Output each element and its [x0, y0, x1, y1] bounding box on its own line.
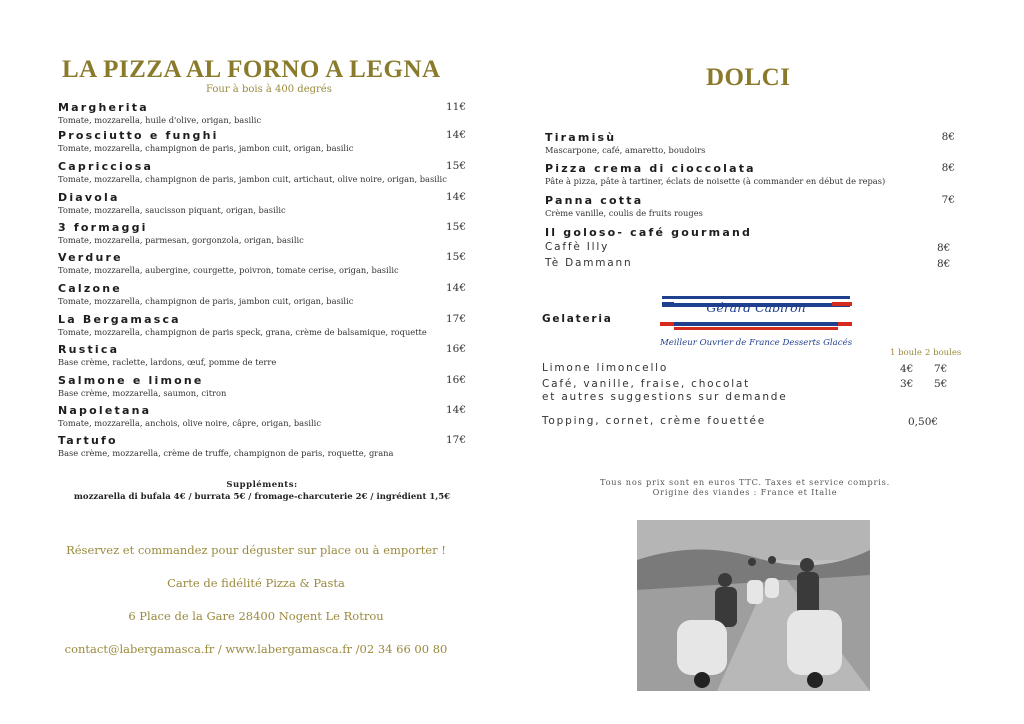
- gelato-row-limone: Limone limoncello: [542, 362, 669, 374]
- pizza-desc: Tomate, mozzarella, aubergine, courgette, poivron, tomate cerise, origan, basilic: [58, 265, 399, 275]
- dolci-item: [545, 162, 955, 187]
- pizza-title: LA PIZZA AL FORNO A LEGNA: [62, 56, 441, 83]
- pizza-price: 17€: [445, 313, 466, 325]
- pizza-price: 15€: [445, 160, 466, 172]
- pizza-item: [58, 221, 466, 246]
- pizza-desc: Tomate, mozzarella, champignon de paris, jambon cuit, origan, basilic: [58, 143, 354, 153]
- pizza-name: 3 formaggi: [58, 221, 148, 234]
- pizza-price: 14€: [445, 282, 466, 294]
- pizza-price: 14€: [445, 129, 466, 141]
- dolci-name: Pizza crema di cioccolata: [545, 162, 756, 175]
- gelato-limone-p1: 4€: [900, 363, 914, 375]
- pizza-item: [58, 434, 466, 459]
- pizza-item: [58, 129, 466, 154]
- goloso-item-caffe: Caffè Illy: [545, 241, 610, 253]
- pizza-desc: Tomate, mozzarella, champignon de paris, jambon cuit, artichaut, olive noire, origan, basilic: [58, 174, 447, 184]
- gelato-row-cafe: Café, vanille, fraise, chocolat: [542, 378, 751, 390]
- footer-reserve: Réservez et commandez pour déguster sur place ou à emporter !: [66, 543, 446, 557]
- footer-loyalty: Carte de fidélité Pizza & Pasta: [167, 576, 345, 590]
- dolci-item: [545, 131, 955, 156]
- vintage-scooter-photo: [637, 520, 870, 691]
- pizza-name: Verdure: [58, 251, 123, 264]
- dolci-name: Tiramisù: [545, 131, 617, 144]
- pizza-desc: Tomate, mozzarella, huile d'olive, origan, basilic: [58, 115, 262, 125]
- pizza-name: Napoletana: [58, 404, 152, 417]
- note-prices: Tous nos prix sont en euros TTC. Taxes et service compris.: [599, 477, 891, 487]
- dolci-title: DOLCI: [706, 64, 791, 91]
- pizza-desc: Base crème, mozzarella, saumon, citron: [58, 388, 227, 398]
- pizza-price: 11€: [445, 101, 466, 113]
- pizza-name: Salmone e limone: [58, 374, 204, 387]
- pizza-desc: Tomate, mozzarella, champignon de paris speck, grana, crème de balsamique, roquette: [58, 327, 427, 337]
- pizza-price: 15€: [445, 251, 466, 263]
- col-2-boules: 2 boules: [925, 348, 962, 358]
- gelateria-title: Gelateria: [542, 313, 613, 325]
- footer-contact: contact@labergamasca.fr / www.labergamasca.fr /02 34 66 00 80: [64, 642, 448, 656]
- goloso-price-te: 8€: [937, 258, 951, 270]
- goloso-price-caffe: 8€: [937, 242, 951, 254]
- pizza-name: Capricciosa: [58, 160, 154, 173]
- goloso-item-te: Tè Dammann: [545, 257, 633, 269]
- pizza-item: [58, 191, 466, 216]
- pizza-price: 16€: [445, 343, 466, 355]
- pizza-item: [58, 313, 466, 338]
- dolci-desc: Mascarpone, café, amaretto, boudoirs: [545, 145, 706, 155]
- supplements-text: mozzarella di bufala 4€ / burrata 5€ / fromage-charcuterie 2€ / ingrédient 1,5€: [73, 492, 451, 502]
- dolci-desc: Pâte à pizza, pâte à tartiner, éclats de noisette (à commander en début de repas): [545, 176, 886, 186]
- dolci-price: 8€: [941, 162, 955, 174]
- pizza-name: Tartufo: [58, 434, 118, 447]
- pizza-subtitle: Four à bois à 400 degrés: [206, 84, 332, 95]
- dolci-name: Panna cotta: [545, 194, 644, 207]
- dolci-price: 8€: [941, 131, 955, 143]
- pizza-item: [58, 251, 466, 276]
- pizza-price: 17€: [445, 434, 466, 446]
- logo-tagline: Meilleur Ouvrier de France Desserts Glacés: [660, 338, 853, 348]
- dolci-price: 7€: [941, 194, 955, 206]
- pizza-desc: Base crème, raclette, lardons, œuf, pomme de terre: [58, 357, 277, 367]
- pizza-name: Rustica: [58, 343, 120, 356]
- pizza-desc: Tomate, mozzarella, champignon de paris, jambon cuit, origan, basilic: [58, 296, 354, 306]
- note-origin: Origine des viandes : France et Italie: [652, 487, 838, 497]
- gelato-extra: et autres suggestions sur demande: [542, 391, 788, 403]
- pizza-item: [58, 160, 466, 185]
- pizza-price: 14€: [445, 191, 466, 203]
- pizza-name: Diavola: [58, 191, 120, 204]
- logo-name: Gérard Cabiron: [706, 300, 806, 315]
- pizza-item: [58, 374, 466, 399]
- pizza-name: Margherita: [58, 101, 149, 114]
- pizza-desc: Base crème, mozzarella, crème de truffe, champignon de paris, roquette, grana: [58, 448, 394, 458]
- pizza-name: Calzone: [58, 282, 122, 295]
- pizza-price: 14€: [445, 404, 466, 416]
- pizza-desc: Tomate, mozzarella, anchois, olive noire, câpre, origan, basilic: [58, 418, 321, 428]
- topping-label: Topping, cornet, crème fouettée: [542, 415, 767, 427]
- pizza-price: 16€: [445, 374, 466, 386]
- gelato-limone-p2: 7€: [934, 363, 948, 375]
- pizza-desc: Tomate, mozzarella, parmesan, gorgonzola, origan, basilic: [58, 235, 304, 245]
- pizza-price: 15€: [445, 221, 466, 233]
- pizza-item: [58, 404, 466, 429]
- supplements-title: Suppléments:: [226, 480, 298, 490]
- pizza-item: [58, 101, 466, 126]
- pizza-name: La Bergamasca: [58, 313, 181, 326]
- goloso-title: Il goloso- café gourmand: [545, 226, 753, 239]
- footer-address: 6 Place de la Gare 28400 Nogent Le Rotrou: [128, 609, 384, 623]
- col-1-boule: 1 boule: [890, 348, 922, 358]
- pizza-item: [58, 282, 466, 307]
- goloso-section: [545, 226, 955, 240]
- gelato-cafe-p2: 5€: [934, 378, 948, 390]
- dolci-item: [545, 194, 955, 219]
- pizza-desc: Tomate, mozzarella, saucisson piquant, origan, basilic: [58, 205, 286, 215]
- pizza-item: [58, 343, 466, 368]
- pizza-name: Prosciutto e funghi: [58, 129, 219, 142]
- dolci-desc: Crème vanille, coulis de fruits rouges: [545, 208, 703, 218]
- topping-price: 0,50€: [908, 416, 939, 428]
- gelato-cafe-p1: 3€: [900, 378, 914, 390]
